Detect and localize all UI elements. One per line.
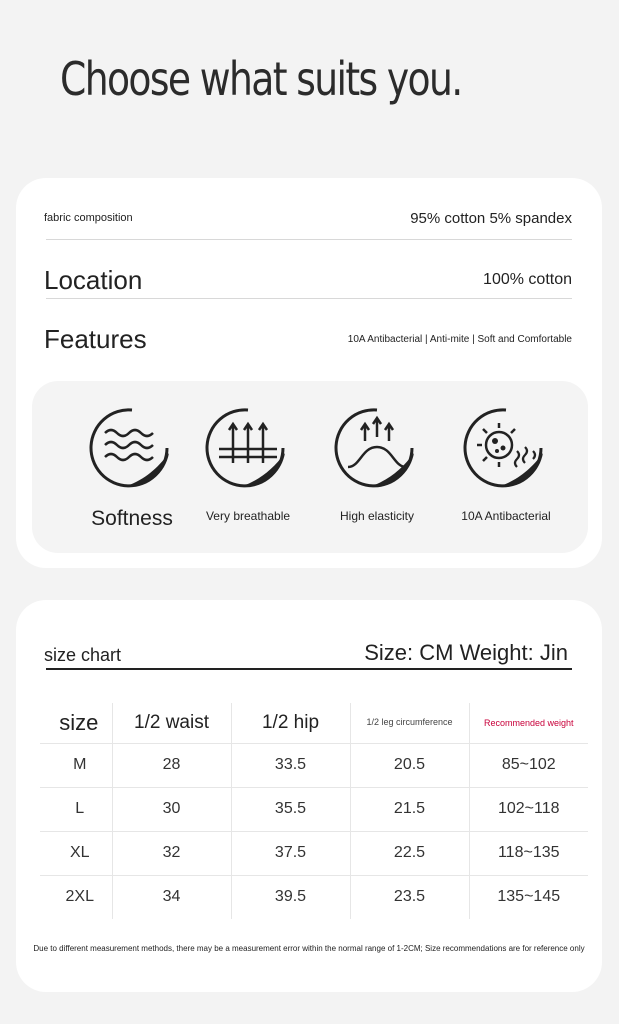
header-waist: 1/2 waist — [112, 703, 231, 743]
feature-label: Very breathable — [205, 509, 291, 523]
feature-label: Softness — [91, 507, 173, 530]
cell-weight: 102~118 — [469, 787, 588, 831]
disclaimer-text: Due to different measurement methods, there may be a measurement error within the normal range of 1-2CM; Size recommendations are for reference only — [33, 944, 585, 953]
feature-breathable — [188, 403, 308, 523]
cell-weight: 135~145 — [469, 875, 588, 919]
features-panel — [32, 381, 588, 553]
cell-leg: 22.5 — [350, 831, 469, 875]
feature-label: High elasticity — [339, 509, 415, 523]
feature-label: 10A Antibacterial — [461, 509, 551, 523]
features-label: Features — [44, 323, 147, 354]
cell-leg: 21.5 — [350, 787, 469, 831]
cell-weight: 85~102 — [469, 743, 588, 787]
header-hip: 1/2 hip — [231, 703, 350, 743]
feature-softness — [72, 403, 192, 531]
header-leg: 1/2 leg circumference — [350, 703, 469, 743]
divider — [46, 239, 572, 240]
location-row — [44, 264, 572, 296]
composition-label: fabric composition — [44, 212, 133, 224]
size-chart-title: size chart — [44, 645, 122, 665]
cell-weight: 118~135 — [469, 831, 588, 875]
location-value: 100% cotton — [483, 271, 572, 288]
size-chart-header — [44, 636, 568, 666]
table-row — [40, 787, 588, 831]
cell-waist: 34 — [112, 875, 231, 919]
location-label: Location — [44, 264, 143, 295]
fabric-card — [16, 178, 602, 568]
features-row — [44, 323, 572, 355]
cell-size: M — [40, 743, 112, 787]
cell-size: 2XL — [40, 875, 112, 919]
composition-value: 95% cotton 5% spandex — [410, 209, 572, 227]
divider — [46, 298, 572, 299]
cell-hip: 37.5 — [231, 831, 350, 875]
cell-waist: 30 — [112, 787, 231, 831]
table-row — [40, 743, 588, 787]
cell-size: L — [40, 787, 112, 831]
size-table — [40, 703, 588, 919]
size-chart-card — [16, 600, 602, 992]
cell-waist: 28 — [112, 743, 231, 787]
page-headline: Choose what suits you. — [60, 52, 462, 106]
header-size: size — [59, 709, 99, 735]
size-chart-units: Size: CM Weight: Jin — [364, 640, 568, 665]
cell-leg: 23.5 — [350, 875, 469, 919]
feature-elasticity — [317, 403, 437, 523]
cell-hip: 39.5 — [231, 875, 350, 919]
breathable-arrows-icon — [203, 403, 293, 493]
divider — [46, 668, 572, 670]
cell-leg: 20.5 — [350, 743, 469, 787]
antibacterial-icon — [461, 403, 551, 493]
cell-size: XL — [40, 831, 112, 875]
feature-antibacterial — [446, 403, 566, 523]
composition-row — [44, 208, 572, 228]
cell-hip: 35.5 — [231, 787, 350, 831]
table-row — [40, 875, 588, 919]
cell-hip: 33.5 — [231, 743, 350, 787]
cell-waist: 32 — [112, 831, 231, 875]
header-weight: Recommended weight — [469, 703, 588, 743]
softness-waves-icon — [87, 403, 177, 493]
elasticity-wave-icon — [332, 403, 422, 493]
table-header-row — [40, 703, 588, 743]
features-value: 10A Antibacterial | Anti-mite | Soft and Comfortable — [347, 333, 572, 345]
table-row — [40, 831, 588, 875]
